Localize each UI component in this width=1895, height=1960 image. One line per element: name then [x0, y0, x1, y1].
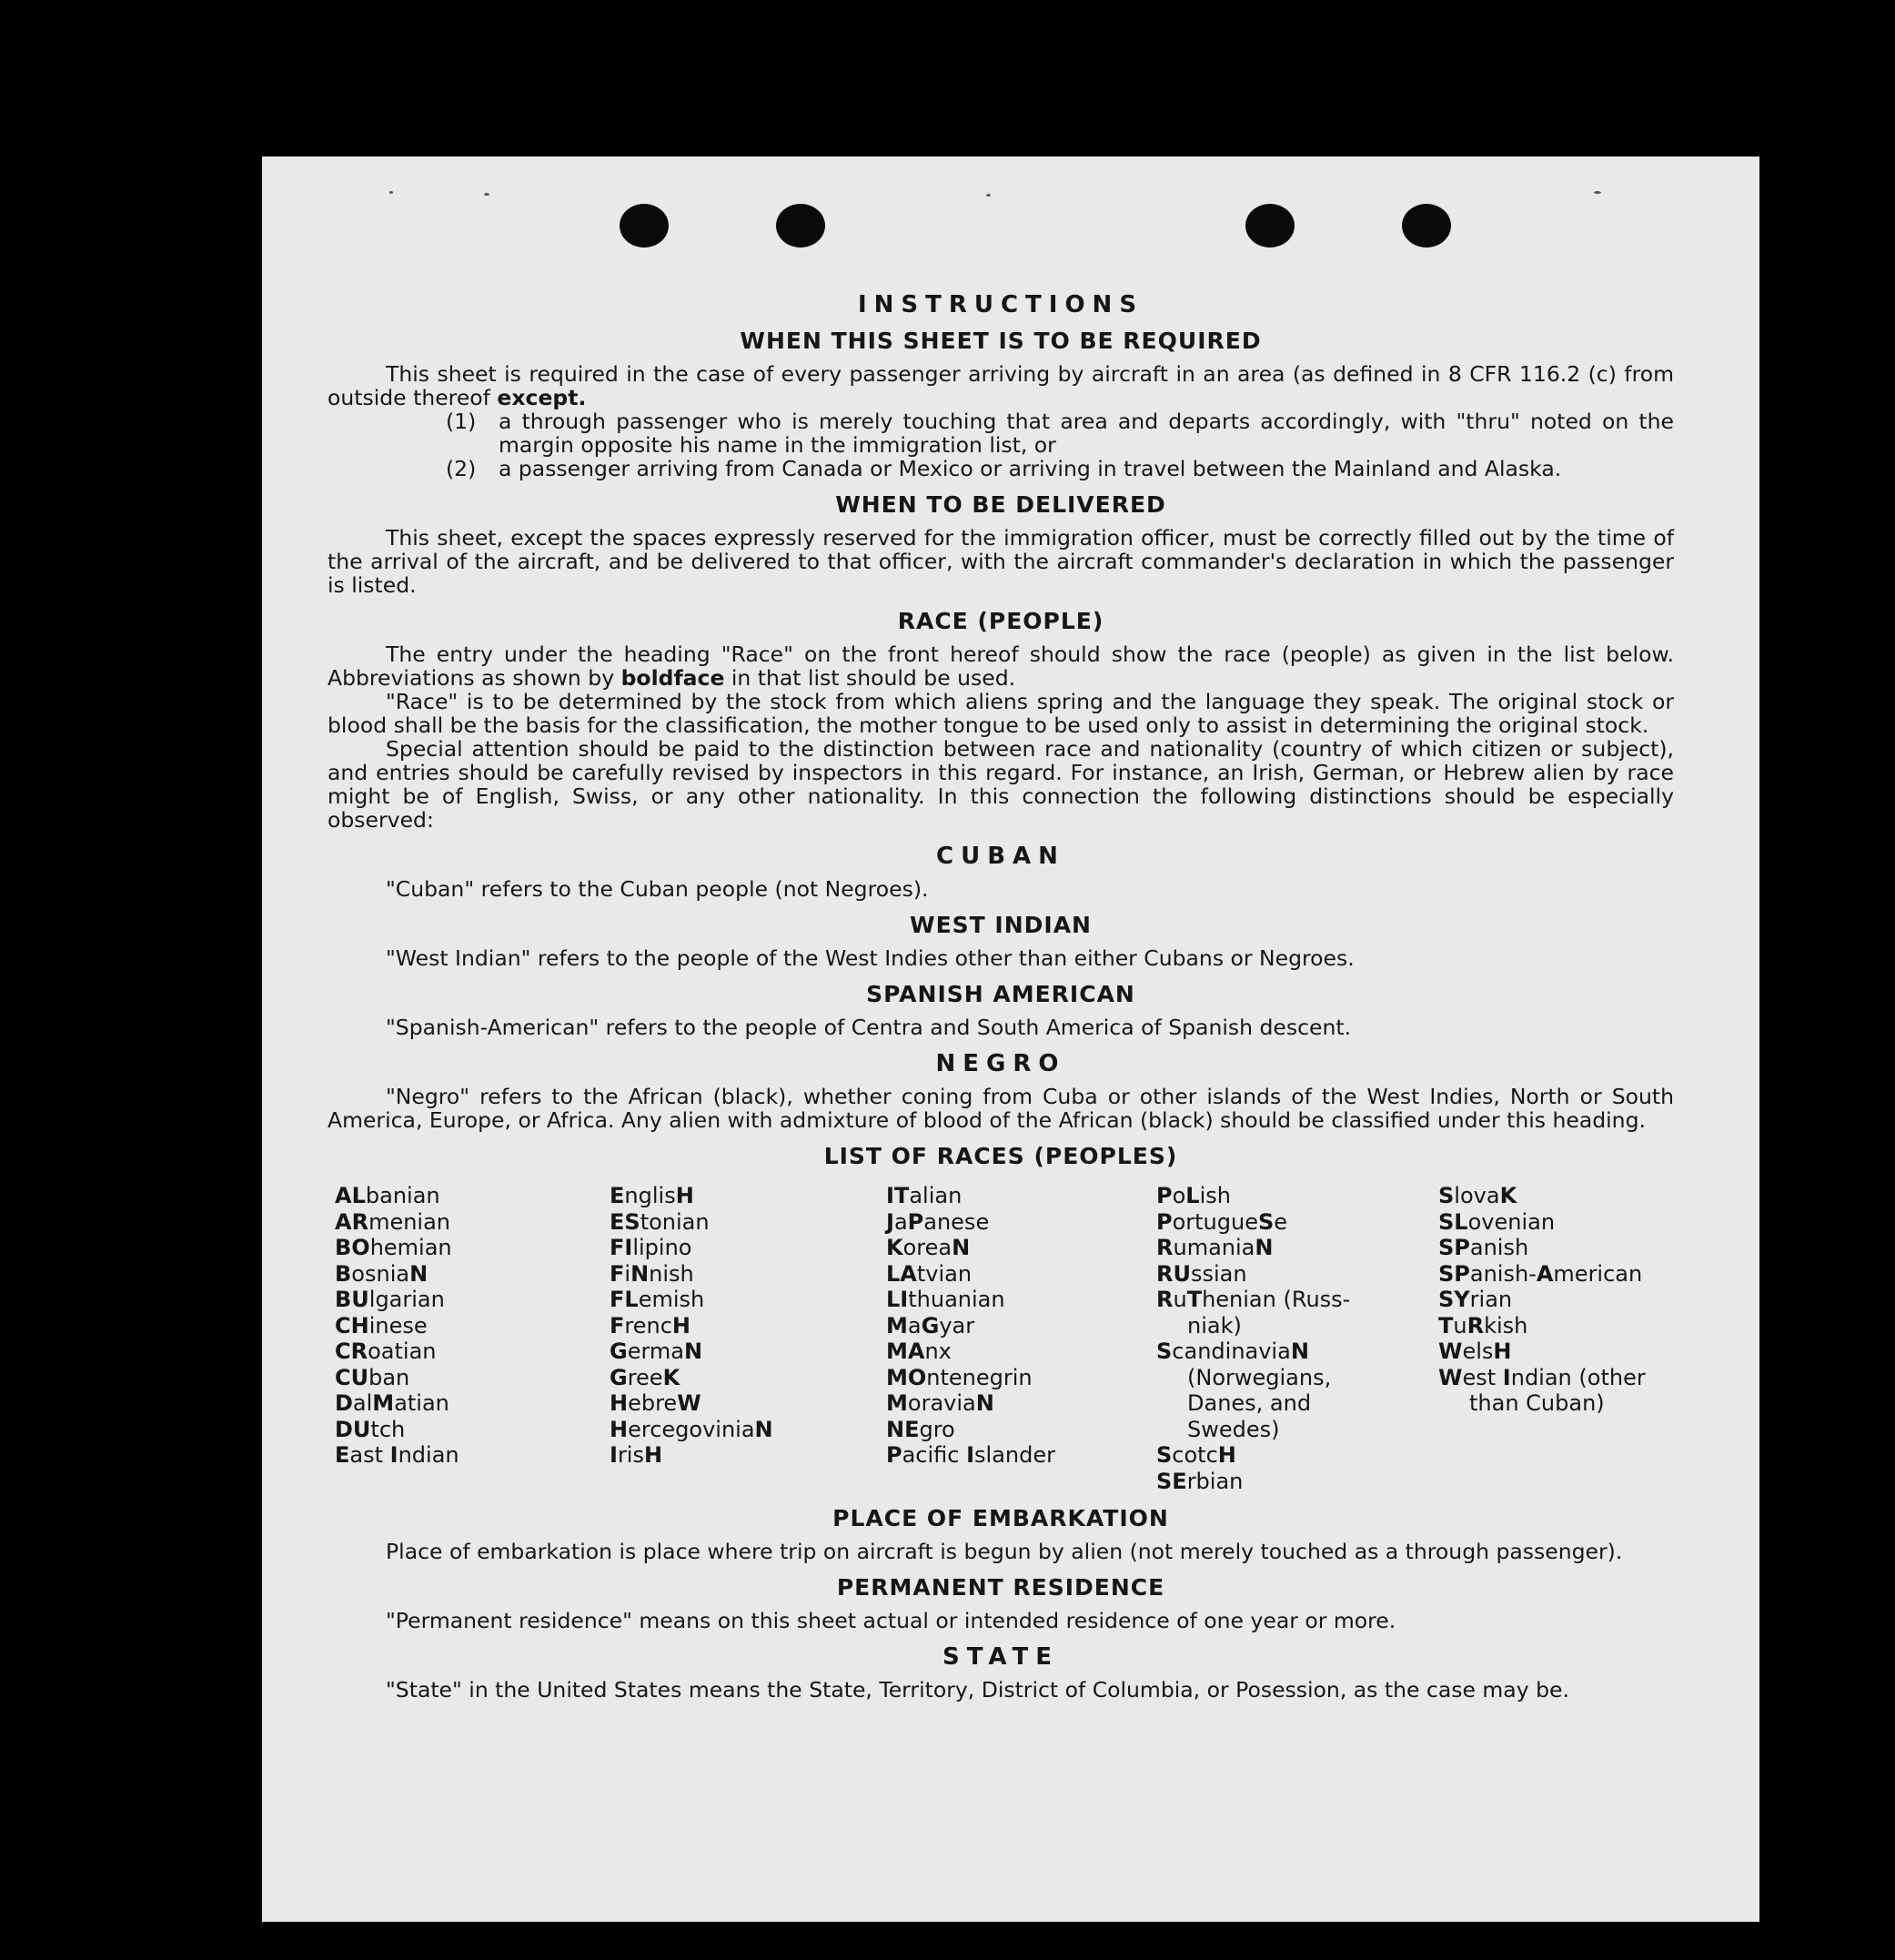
race-entry [1156, 1235, 1438, 1261]
race-abbreviation: H [610, 1390, 629, 1416]
race-abbreviation: P [1156, 1208, 1173, 1235]
race-name-part: osnia [351, 1260, 410, 1287]
race-abbreviation: G [610, 1339, 628, 1364]
race-abbreviation: F [610, 1260, 625, 1287]
race-name-part: slander [974, 1442, 1056, 1468]
heading-permanent-residence: PERMANENT RESIDENCE [836, 1574, 1165, 1601]
race-name-part: a [907, 1312, 922, 1339]
race-abbreviation: H [1493, 1339, 1512, 1364]
race-abbreviation: SE [1156, 1468, 1187, 1494]
race-entry [610, 1313, 886, 1339]
item-text: a passenger arriving from Canada or Mexico or arriving in travel between the Mainland and Alaska. [499, 456, 1562, 481]
race-abbreviation: SY [1438, 1287, 1470, 1312]
race-name-part: (Norwegians, [1187, 1364, 1332, 1390]
race-abbreviation: P [886, 1442, 902, 1468]
speck [1594, 191, 1601, 194]
race-name-part: ris [617, 1442, 644, 1468]
races-column [610, 1183, 886, 1494]
race-entry [886, 1287, 1156, 1313]
race-abbreviation: N [409, 1260, 428, 1287]
race-name-part: merican [1553, 1260, 1643, 1287]
race-abbreviation: H [675, 1183, 694, 1208]
race-entry [1438, 1313, 1675, 1339]
punch-hole [776, 204, 825, 248]
race-entry [1156, 1365, 1438, 1391]
race-name-part: Swedes) [1187, 1416, 1280, 1442]
race-abbreviation: H [671, 1312, 691, 1339]
race-abbreviation: E [610, 1183, 625, 1208]
race-abbreviation: S [1257, 1208, 1275, 1235]
race-abbreviation: S [1156, 1339, 1173, 1364]
race-abbreviation: MA [886, 1339, 925, 1364]
race-entry [886, 1442, 1156, 1469]
race-entry [1156, 1261, 1438, 1288]
race-entry [335, 1417, 610, 1443]
race-abbreviation: CR [335, 1339, 368, 1364]
race-name-part: ndian [398, 1442, 459, 1468]
item-number: (2) [446, 456, 477, 481]
race-entry [1156, 1183, 1438, 1209]
race-abbreviation: LA [886, 1260, 917, 1287]
paragraph-race-1 [328, 642, 1674, 690]
race-entry [335, 1235, 610, 1261]
paragraph-negro: "Negro" refers to the African (black), whether coning from Cuba or other islands of the West Indies, North or South America, Europe, or Africa. Any alien with admixture of blood of the African (black) should be classified under this heading. [328, 1084, 1674, 1133]
race-abbreviation: L [1185, 1183, 1200, 1208]
race-entry [335, 1390, 610, 1417]
race-entry [335, 1442, 610, 1469]
race-entry [610, 1417, 886, 1443]
race-name-part: oravia [907, 1390, 976, 1416]
race-abbreviation: BU [335, 1287, 369, 1312]
race-entry [1438, 1183, 1675, 1209]
race-entry [886, 1235, 1156, 1261]
race-entry [1156, 1287, 1438, 1313]
race-abbreviation: G [610, 1364, 628, 1390]
race-entry [1156, 1209, 1438, 1236]
race-name-part: erma [627, 1339, 684, 1364]
race-name-part: gro [919, 1416, 955, 1442]
race-abbreviation: I [610, 1442, 618, 1468]
heading-when-delivered: WHEN TO BE DELIVERED [835, 491, 1166, 518]
race-name-part: alian [909, 1183, 963, 1208]
race-name-part: ebre [628, 1390, 678, 1416]
item-number: (1) [446, 409, 477, 434]
race-abbreviation: ES [610, 1208, 640, 1235]
race-name-part: i [624, 1260, 631, 1287]
race-entry [1156, 1313, 1438, 1339]
race-name-part: o [1172, 1183, 1186, 1208]
race-name-part: kish [1484, 1312, 1528, 1339]
race-abbreviation: K [886, 1235, 903, 1260]
race-name-part: Danes, and [1187, 1390, 1312, 1416]
heading-list-of-races: LIST OF RACES (PEOPLES) [823, 1143, 1178, 1169]
race-entry [886, 1339, 1156, 1365]
race-abbreviation: F [610, 1312, 625, 1339]
race-name-part: cotc [1172, 1442, 1218, 1468]
heading-when-required: WHEN THIS SHEET IS TO BE REQUIRED [740, 328, 1262, 354]
race-abbreviation: NE [886, 1416, 920, 1442]
race-abbreviation: P [907, 1208, 924, 1235]
race-abbreviation: J [886, 1208, 894, 1235]
race-name-part: nglis [624, 1183, 676, 1208]
race-name-part: ovenian [1467, 1208, 1556, 1235]
race-name-part: al [352, 1390, 373, 1416]
race-entry [1438, 1235, 1675, 1261]
race-name-part: anese [923, 1208, 990, 1235]
race-abbreviation: W [677, 1390, 701, 1416]
race-name-part: rian [1469, 1287, 1513, 1312]
race-abbreviation: H [643, 1442, 663, 1468]
race-abbreviation: R [1156, 1287, 1174, 1312]
race-abbreviation: N [975, 1390, 994, 1416]
heading-negro: NEGRO [935, 1050, 1066, 1077]
race-abbreviation: G [921, 1312, 940, 1339]
punch-hole [1245, 204, 1295, 248]
race-entry [1438, 1390, 1675, 1417]
race-name-part: els [1462, 1339, 1494, 1364]
race-name-part: tch [370, 1416, 406, 1442]
race-entry [1156, 1469, 1438, 1495]
race-abbreviation: R [1467, 1312, 1485, 1339]
races-list [335, 1183, 1674, 1494]
instructions-content [328, 293, 1674, 1702]
race-p1-end: in that list should be used. [731, 665, 1016, 691]
race-abbreviation: S [1156, 1442, 1173, 1468]
race-name-part: menian [368, 1208, 451, 1235]
boldface-word: boldface [620, 665, 725, 691]
race-abbreviation: SP [1438, 1260, 1470, 1287]
race-name-part: u [1453, 1312, 1467, 1339]
race-entry [886, 1209, 1156, 1236]
race-abbreviation: M [886, 1312, 908, 1339]
race-name-part: e [1274, 1208, 1288, 1235]
instruction-sheet [262, 157, 1759, 1922]
speck [389, 191, 393, 194]
item-text: a through passenger who is merely touching that area and departs accordingly, with "thru" noted on the margin opposite his name in the immigration list, or [499, 409, 1674, 458]
paragraph-spanish-american: "Spanish-American" refers to the people of Centra and South America of Spanish descent. [386, 1015, 1352, 1040]
race-entry [886, 1390, 1156, 1417]
race-entry [335, 1261, 610, 1288]
race-entry [610, 1183, 886, 1209]
race-name-part: renc [624, 1312, 672, 1339]
race-name-part: atian [394, 1390, 449, 1416]
race-abbreviation: AR [335, 1208, 369, 1235]
race-entry [610, 1287, 886, 1313]
race-abbreviation: N [630, 1260, 650, 1287]
race-abbreviation: T [1186, 1287, 1203, 1312]
race-abbreviation: M [372, 1390, 395, 1416]
race-name-part: tvian [916, 1260, 973, 1287]
race-abbreviation: N [754, 1416, 773, 1442]
race-name-part: emish [638, 1287, 705, 1312]
race-abbreviation: N [952, 1235, 971, 1260]
race-entry [1438, 1261, 1675, 1288]
race-name-part: ree [627, 1364, 663, 1390]
race-name-part: tonian [640, 1208, 710, 1235]
race-name-part: ban [368, 1364, 410, 1390]
race-abbreviation: SP [1438, 1235, 1470, 1260]
heading-west-indian: WEST INDIAN [910, 912, 1092, 938]
race-name-part: u [1173, 1287, 1187, 1312]
speck [986, 194, 991, 197]
race-abbreviation: LI [886, 1287, 909, 1312]
race-name-part: acific [902, 1442, 967, 1468]
heading-state: STATE [942, 1643, 1060, 1671]
race-abbreviation: E [335, 1442, 350, 1468]
race-name-part: orea [902, 1235, 953, 1260]
paragraph-permanent-residence: "Permanent residence" means on this sheet actual or intended residence of one year or more. [386, 1608, 1396, 1633]
race-entry [1438, 1287, 1675, 1313]
race-name-part: ast [349, 1442, 390, 1468]
race-abbreviation: DU [335, 1416, 371, 1442]
race-abbreviation: I [966, 1442, 975, 1468]
race-name-part: inese [368, 1312, 428, 1339]
race-entry [886, 1365, 1156, 1391]
race-abbreviation: W [1438, 1339, 1463, 1364]
race-abbreviation: CU [335, 1364, 369, 1390]
races-column [1438, 1183, 1675, 1494]
race-abbreviation: K [662, 1364, 680, 1390]
race-name-part: thuanian [908, 1287, 1005, 1312]
race-name-part: est [1462, 1364, 1503, 1390]
race-name-part: yar [939, 1312, 975, 1339]
race-abbreviation: S [1438, 1183, 1455, 1208]
speck [484, 193, 489, 196]
race-abbreviation: D [335, 1390, 353, 1416]
page-title: INSTRUCTIONS [857, 291, 1144, 318]
paragraph-delivered: This sheet, except the spaces expressly reserved for the immigration officer, must be correctly filled out by the time of the arrival of the aircraft, and be delivered to that officer, with the aircraft commander's declaration in which the passenger is listed. [328, 525, 1674, 598]
race-abbreviation: MO [886, 1364, 927, 1390]
race-abbreviation: I [1502, 1364, 1511, 1390]
required-except: except. [497, 385, 587, 410]
race-name-part: ndian (other [1510, 1364, 1646, 1390]
race-name-part: rbian [1186, 1468, 1244, 1494]
race-entry [610, 1339, 886, 1365]
paragraph-race-3: Special attention should be paid to the distinction between race and nationality (country of which citizen or subject), and entries should be carefully revised by inspectors in this regard. For instance, an Irish, German, or Hebrew alien by race might be of English, Swiss, or any other nationality. In this connection the following distinctions should be especially observed: [328, 736, 1674, 833]
race-entry [610, 1442, 886, 1469]
race-name-part: lipino [632, 1235, 692, 1260]
race-abbreviation: N [684, 1339, 703, 1364]
paragraph-west-indian: "West Indian" refers to the people of the West Indies other than either Cubans or Negroes. [386, 945, 1355, 971]
paragraph-embarkation: Place of embarkation is place where trip on aircraft is begun by alien (not merely touched as a through passenger). [386, 1539, 1623, 1564]
race-entry [335, 1209, 610, 1236]
race-entry [1438, 1339, 1675, 1365]
race-abbreviation: FL [610, 1287, 639, 1312]
race-name-part: ercegovinia [628, 1416, 755, 1442]
race-name-part: anish [1469, 1235, 1529, 1260]
race-name-part: anish- [1469, 1260, 1537, 1287]
race-entry [335, 1287, 610, 1313]
race-entry [1438, 1365, 1675, 1391]
race-abbreviation: N [1255, 1235, 1274, 1260]
race-entry [610, 1390, 886, 1417]
race-entry [1438, 1209, 1675, 1236]
race-name-part: ntenegrin [926, 1364, 1033, 1390]
race-entry [335, 1365, 610, 1391]
list-item [446, 457, 1674, 480]
race-abbreviation: A [1536, 1260, 1554, 1287]
race-name-part: than Cuban) [1469, 1390, 1605, 1416]
paragraph-race-2: "Race" is to be determined by the stock from which aliens spring and the language they speak. The original stock or blood shall be the basis for the classification, the mother tongue to be used only to assist in determining the original stock. [328, 689, 1674, 738]
heading-embarkation: PLACE OF EMBARKATION [832, 1505, 1169, 1531]
race-p1-start: The entry under the heading "Race" on the front hereof should show the race (people) as given in the list below. Abbreviations as shown by [328, 642, 1674, 691]
race-entry [335, 1339, 610, 1365]
race-entry [886, 1417, 1156, 1443]
race-abbreviation: FI [610, 1235, 633, 1260]
race-name-part: lova [1454, 1183, 1500, 1208]
race-abbreviation: CH [335, 1312, 369, 1339]
race-entry [1156, 1417, 1438, 1443]
race-name-part: lgarian [368, 1287, 445, 1312]
races-column [335, 1183, 610, 1494]
race-abbreviation: RU [1156, 1260, 1191, 1287]
punch-hole [1402, 204, 1451, 248]
race-abbreviation: BO [335, 1235, 370, 1260]
race-entry [610, 1261, 886, 1288]
race-name-part: umania [1173, 1235, 1255, 1260]
heading-race: RACE (PEOPLE) [897, 608, 1104, 634]
race-name-part: ssian [1190, 1260, 1247, 1287]
race-entry [610, 1209, 886, 1236]
race-name-part: hemian [369, 1235, 452, 1260]
race-abbreviation: SL [1438, 1208, 1468, 1235]
required-intro: This sheet is required in the case of every passenger arriving by aircraft in an area (as defined in 8 CFR 116.2 (c) from outside thereof [328, 361, 1674, 410]
race-entry [1156, 1390, 1438, 1417]
race-abbreviation: B [335, 1260, 352, 1287]
race-abbreviation: IT [886, 1183, 910, 1208]
heading-spanish-american: SPANISH AMERICAN [866, 981, 1135, 1007]
race-name-part: oatian [368, 1339, 437, 1364]
race-name-part: nx [924, 1339, 952, 1364]
punch-hole [620, 204, 669, 248]
race-entry [610, 1365, 886, 1391]
race-entry [335, 1313, 610, 1339]
race-entry [1156, 1442, 1438, 1469]
race-entry [1156, 1339, 1438, 1365]
race-abbreviation: H [1217, 1442, 1236, 1468]
paragraph-required [328, 362, 1674, 409]
paragraph-state: "State" in the United States means the State, Territory, District of Columbia, or Posession, as the case may be. [386, 1677, 1569, 1702]
race-abbreviation: P [1156, 1183, 1173, 1208]
list-item [446, 409, 1674, 457]
race-abbreviation: I [389, 1442, 398, 1468]
race-name-part: niak) [1187, 1312, 1242, 1339]
races-column [886, 1183, 1156, 1494]
race-abbreviation: AL [335, 1183, 366, 1208]
race-entry [886, 1261, 1156, 1288]
race-name-part: henian (Russ- [1202, 1287, 1351, 1312]
race-abbreviation: K [1499, 1183, 1517, 1208]
heading-cuban: CUBAN [936, 843, 1065, 870]
race-entry [335, 1183, 610, 1209]
race-name-part: banian [365, 1183, 440, 1208]
race-entry [610, 1235, 886, 1261]
race-abbreviation: W [1438, 1364, 1463, 1390]
race-abbreviation: N [1290, 1339, 1309, 1364]
race-name-part: ish [1199, 1183, 1231, 1208]
race-name-part: candinavia [1172, 1339, 1291, 1364]
race-name-part: ortugue [1172, 1208, 1258, 1235]
race-abbreviation: R [1156, 1235, 1174, 1260]
race-abbreviation: T [1438, 1312, 1454, 1339]
race-abbreviation: H [610, 1416, 629, 1442]
race-entry [886, 1313, 1156, 1339]
race-entry [886, 1183, 1156, 1209]
race-abbreviation: M [886, 1390, 908, 1416]
race-name-part: a [893, 1208, 908, 1235]
race-name-part: nish [649, 1260, 694, 1287]
paragraph-cuban: "Cuban" refers to the Cuban people (not Negroes). [386, 876, 929, 902]
races-column [1156, 1183, 1438, 1494]
